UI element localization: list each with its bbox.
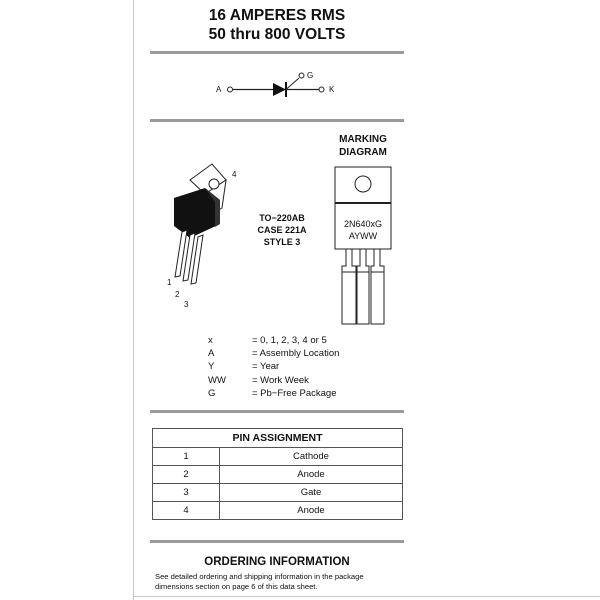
legend-value: = Pb−Free Package: [252, 387, 337, 399]
ordering-text: [150, 572, 415, 592]
legend-value: = Year: [252, 361, 280, 373]
legend-value: = Work Week: [252, 374, 309, 386]
legend-row: [204, 387, 339, 400]
marking-diagram-drawing: [334, 166, 394, 326]
pin1-label: 1: [167, 278, 172, 287]
package-style: STYLE 3: [263, 237, 301, 247]
pin-number: 4: [153, 502, 220, 520]
pin-number: 1: [153, 448, 220, 466]
marking-heading: MARKING: [339, 134, 387, 145]
marking-legend: [204, 334, 339, 400]
page-border-bottom: [133, 596, 600, 597]
scr-symbol: [200, 62, 360, 106]
marking-line-1: 2N640xG: [343, 219, 383, 229]
anode-label: A: [216, 85, 222, 94]
legend-row: [204, 334, 339, 347]
rating-current: 16 AMPERES RMS: [208, 7, 346, 24]
legend-key: G: [208, 387, 216, 399]
ordering-title: ORDERING INFORMATION: [204, 556, 350, 568]
table-row: [153, 448, 403, 466]
legend-key: WW: [208, 374, 226, 386]
pin-number: 3: [153, 484, 220, 502]
legend-row: [204, 347, 339, 360]
pin-function: Anode: [220, 466, 403, 484]
legend-row: [204, 374, 339, 387]
divider: [150, 540, 404, 543]
pin-number: 2: [153, 466, 220, 484]
table-header-row: [153, 429, 403, 448]
divider: [150, 410, 404, 413]
ordering-line-1: See detailed ordering and shipping information in the package: [155, 572, 364, 581]
pin-assignment-title: PIN ASSIGNMENT: [153, 429, 403, 448]
pin3-label: 3: [184, 300, 189, 309]
marking-heading-2: DIAGRAM: [339, 147, 387, 158]
divider: [150, 119, 404, 122]
table-row: [153, 502, 403, 520]
legend-key: A: [208, 348, 215, 360]
pin-function: Anode: [220, 502, 403, 520]
table-row: [153, 484, 403, 502]
ordering-line-2: dimensions section on page 6 of this data sheet.: [155, 582, 318, 591]
legend-value: = 0, 1, 2, 3, 4 or 5: [252, 335, 327, 346]
legend-value: = Assembly Location: [252, 348, 340, 360]
package-case: CASE 221A: [257, 225, 307, 235]
legend-key: x: [208, 335, 213, 346]
divider: [150, 51, 404, 54]
table-row: [153, 466, 403, 484]
page-border-left: [133, 0, 134, 600]
pin4-label: 4: [232, 170, 237, 179]
pin2-label: 2: [175, 290, 180, 299]
pin-function: Cathode: [220, 448, 403, 466]
pin-function: Gate: [220, 484, 403, 502]
pin-assignment-table: [152, 428, 403, 520]
legend-row: [204, 360, 339, 373]
marking-line-2: AYWW: [348, 231, 378, 241]
to220-package-drawing: [160, 158, 240, 300]
rating-voltage: 50 thru 800 VOLTS: [208, 26, 346, 43]
cathode-label: K: [329, 85, 335, 94]
package-name: TO−220AB: [259, 213, 305, 223]
gate-label: G: [307, 71, 314, 80]
legend-key: Y: [208, 361, 215, 373]
